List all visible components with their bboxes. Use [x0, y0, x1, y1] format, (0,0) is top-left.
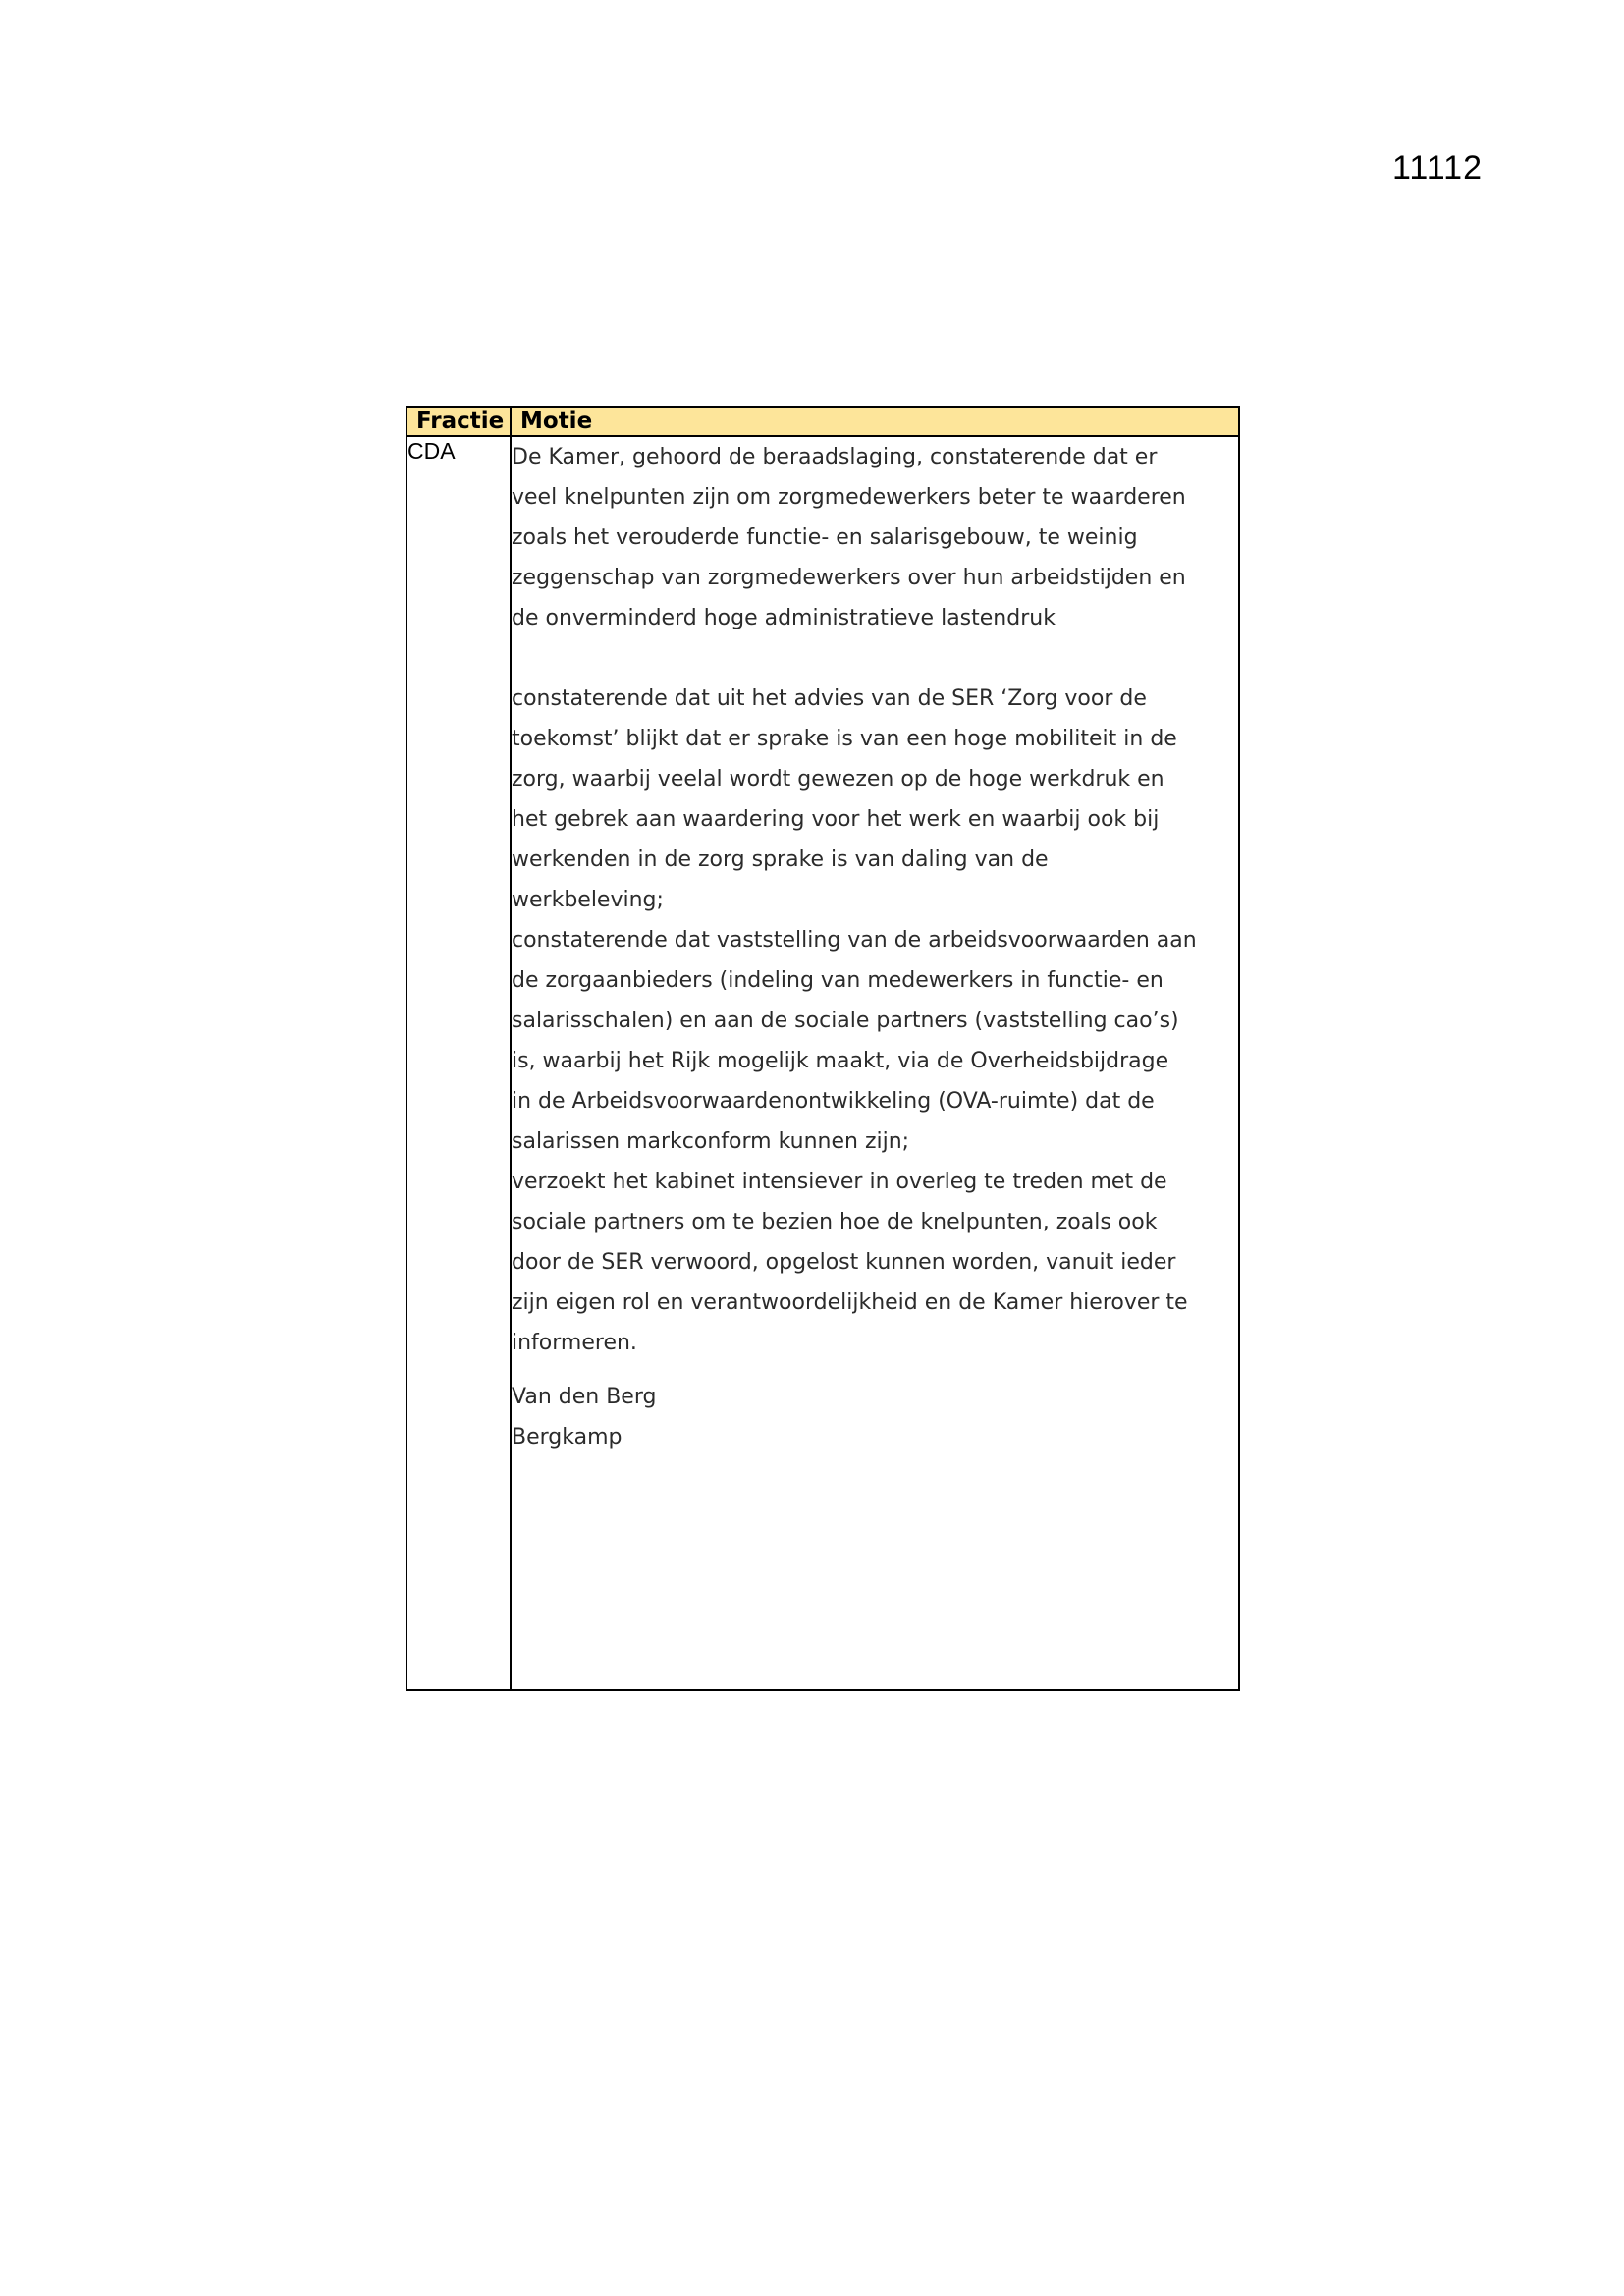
motie-line: de onverminderd hoge administratieve lastendruk	[512, 606, 1056, 630]
motie-paragraph-1	[512, 437, 1238, 638]
signatories	[512, 1377, 1238, 1457]
motie-line: constaterende dat uit het advies van de SER ‘Zorg voor de	[512, 686, 1147, 711]
motie-line: de zorgaanbieders (indeling van medewerkers in functie- en	[512, 968, 1164, 993]
table-header-row	[406, 407, 1239, 436]
header-fractie: Fractie	[406, 407, 511, 436]
paragraph-spacer	[512, 638, 1238, 679]
motie-cell	[511, 436, 1239, 1690]
motie-line: werkbeleving;	[512, 888, 664, 912]
motie-line: zoals het verouderde functie- en salarisgebouw, te weinig	[512, 525, 1138, 550]
motie-paragraph-3	[512, 920, 1238, 1162]
motie-line: zorg, waarbij veelal wordt gewezen op de hoge werkdruk en	[512, 767, 1164, 792]
motie-line: zeggenschap van zorgmedewerkers over hun arbeidstijden en	[512, 566, 1186, 590]
motie-line: informeren.	[512, 1331, 637, 1355]
paragraph-spacer	[512, 1363, 1238, 1377]
motie-line: salarisschalen) en aan de sociale partners (vaststelling cao’s)	[512, 1009, 1179, 1033]
motie-line: het gebrek aan waardering voor het werk en waarbij ook bij	[512, 807, 1160, 832]
signatory-name: Van den Berg	[512, 1385, 657, 1409]
motie-table	[406, 406, 1240, 1691]
motie-line: salarissen markconform kunnen zijn;	[512, 1129, 910, 1154]
motie-line: veel knelpunten zijn om zorgmedewerkers beter te waarderen	[512, 485, 1186, 510]
table-row	[406, 436, 1239, 1690]
motie-line: sociale partners om te bezien hoe de knelpunten, zoals ook	[512, 1210, 1158, 1234]
fractie-cell: CDA	[406, 436, 511, 1690]
header-motie: Motie	[511, 407, 1239, 436]
motie-line: constaterende dat vaststelling van de arbeidsvoorwaarden aan	[512, 928, 1197, 953]
motie-line: verzoekt het kabinet intensiever in overleg te treden met de	[512, 1170, 1167, 1194]
motie-line: in de Arbeidsvoorwaardenontwikkeling (OVA-ruimte) dat de	[512, 1089, 1155, 1114]
motie-line: werkenden in de zorg sprake is van daling van de	[512, 847, 1049, 872]
signatory-name: Bergkamp	[512, 1425, 623, 1449]
motie-paragraph-2	[512, 679, 1238, 920]
motie-line: is, waarbij het Rijk mogelijk maakt, via de Overheidsbijdrage	[512, 1049, 1169, 1073]
motie-line: toekomst’ blijkt dat er sprake is van een hoge mobiliteit in de	[512, 727, 1177, 751]
motie-line: zijn eigen rol en verantwoordelijkheid en de Kamer hierover te	[512, 1290, 1188, 1315]
motie-line: door de SER verwoord, opgelost kunnen worden, vanuit ieder	[512, 1250, 1176, 1275]
motie-paragraph-4	[512, 1162, 1238, 1363]
motie-line: De Kamer, gehoord de beraadslaging, constaterende dat er	[512, 445, 1158, 469]
page-number: 11112	[1392, 149, 1483, 187]
